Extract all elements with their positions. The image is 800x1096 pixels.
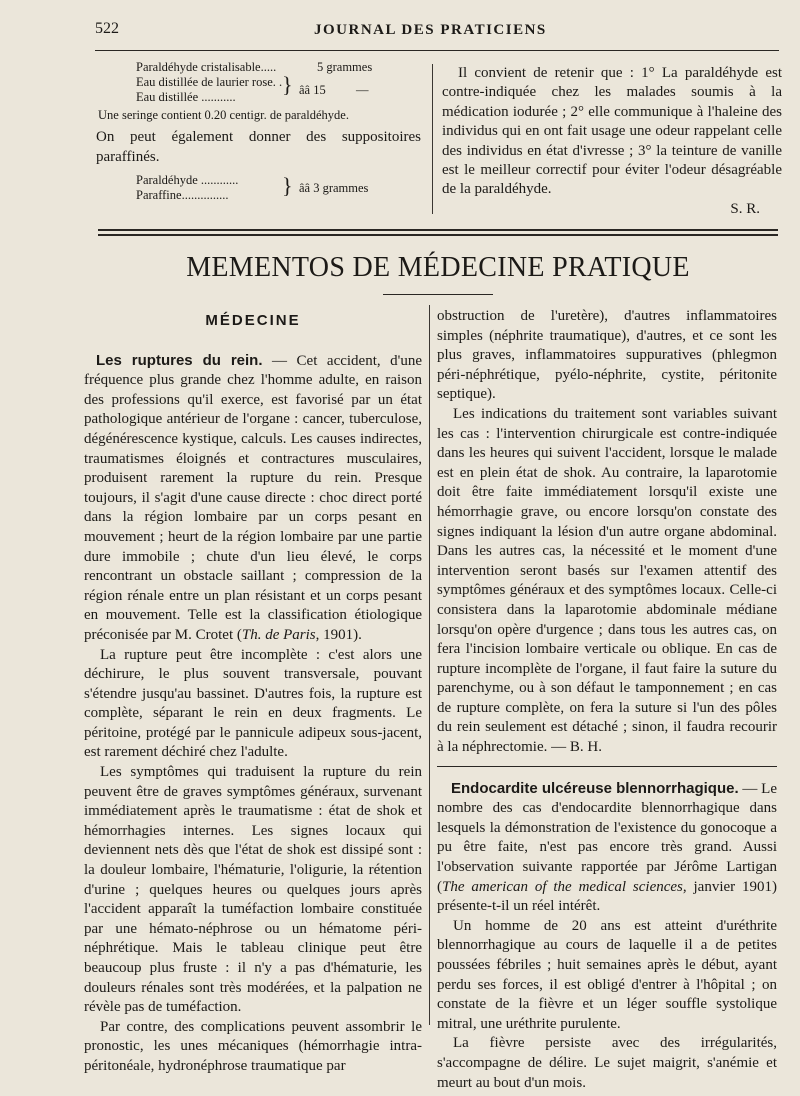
right-column bbox=[437, 307, 777, 1093]
paragraph: Par contre, des complications peuvent assombrir le pronostic, les unes mécaniques (hémorrhagie intra-péritonéale, hydronéphrose traumatique par bbox=[84, 1018, 422, 1074]
page-title: MEMENTOS DE MÉDECINE PRATIQUE bbox=[186, 252, 690, 283]
double-rule-top bbox=[98, 229, 778, 231]
rx2-line2: Paraffine............... bbox=[136, 188, 229, 202]
paragraph: La fièvre persiste avec des irrégularités, s'accompagne de délire. Le sujet maigrit, s'anémie et meurt au bout d'un mois. bbox=[437, 1035, 777, 1091]
rx2-brace: } bbox=[282, 173, 293, 198]
article-text: — Cet accident, d'une fréquence plus grande chez l'homme adulte, en raison des professions qu'il exerce, est favorisé par un état pathologique antérieur de l'organe : cancer, tuberculose, dégénérescence kystique, calculs. Les causes indirectes, traumatismes éloignés et contractures musculaires, produisent rarement la rupture du rein. Presque toujours, il s'agit d'une cause directe : choc direct porté dans la région lombaire par un corps pesant en mouvement ; heurt de la région lombaire par une partie dure immobile ; chute d'un lieu élevé, le corps rencontrant un obstacle saillant ; compression de la région rénale entre un plan résistant et un corps pesant en mouvement. Telle est la classification étiologique préconisée par M. Crotet ( bbox=[84, 352, 423, 643]
top-column-divider bbox=[432, 64, 433, 214]
rx1-qty2: ââ 15 bbox=[299, 83, 326, 97]
rx2-qty: ââ 3 grammes bbox=[299, 181, 369, 195]
paragraph: Les indications du traitement sont variables suivant les cas : l'intervention chirurgicale est contre-indiquée dans les heures qui suivent l'accident, lorsque le malade est en plein état de shok. Au contraire, la laparotomie doit être faite immédiatement lorsqu'il existe une hémorrhagie grave, ou encore lorsqu'on constate des signes indiquant la lésion d'un autre organe abdominal. Dans les autres cas, la nécessité et le moment d'une intervention seront basés sur l'examen attentif des symptômes généraux et des symptômes locaux. Celle-ci consistera dans la laparotomie abdominale médiane lorsqu'on opère d'urgence ; dans tous les autres cas, on fera l'incision lombaire verticale ou oblique. En cas de rupture incomplète de l'organe, il faut faire la suture du parenchyme, ou à son défaut le tamponnement ; en cas de rupture complète, on fera la suture si l'un des pôles du rein seulement est détaché ; sinon, il faudra recourir à la néphrectomie. — B. H. bbox=[437, 405, 777, 756]
rx-note: Une seringe contient 0.20 centigr. de paraldéhyde. bbox=[98, 108, 349, 122]
header-rule bbox=[95, 50, 779, 51]
rx1-qty1: 5 grammes bbox=[317, 60, 373, 74]
page-number: 522 bbox=[95, 20, 119, 37]
article-text: — Le nombre des cas d'endocardite blennorrhagique dans lesquels la démonstration de l'existence du gonocoque a pu être faite, n'est pas encore très grand. Aussi l'observation suivante rapportée par Jérôme Lartigan ( bbox=[437, 780, 777, 895]
paragraph: obstruction de l'uretère), d'autres inflammatoires simples (néphrite traumatique), d'autres, et ce sont les plus graves, inflammatoires suppuratives (phlegmon péri-néphrétique, pyélo-néphrite, cystite, péritonite septique). bbox=[437, 308, 777, 403]
double-rule-bottom bbox=[98, 234, 778, 236]
paragraph bbox=[84, 351, 422, 646]
signature-sr: S. R. bbox=[730, 200, 760, 217]
paragraph: La rupture peut être incomplète : c'est alors une déchirure, le plus souvent transversale, pouvant s'étendre jusqu'au bassinet. D'autres fois, la rupture est complète, séparant le rein en deux fragments. Le péritoine, protégé par le pannicule adipeux sous-jacent, est rarement déchiré chez l'adulte. bbox=[84, 646, 422, 761]
prescription-1 bbox=[136, 60, 421, 105]
article-separator bbox=[437, 766, 777, 767]
column-divider bbox=[429, 305, 430, 1025]
citation: Th. de Paris bbox=[241, 626, 316, 643]
paragraph bbox=[437, 779, 777, 917]
article-heading: Les ruptures du rein. bbox=[96, 351, 263, 369]
article-text-end: , 1901). bbox=[315, 626, 362, 643]
rx2-line1: Paraldéhyde ............ bbox=[136, 173, 239, 187]
journal-title: JOURNAL DES PRATICIENS bbox=[314, 22, 547, 38]
left-column bbox=[84, 307, 422, 1077]
rx1-line1: Paraldéhyde cristalisable..... bbox=[136, 60, 277, 74]
conclusion-text: Il convient de retenir que : 1° La paraldéhyde est contre-indiquée chez les malades soumis à la médication iodurée ; 2° elle communique à l'haleine des individus qui en ont fait usage une odeur rappelant celle des individus en état d'ivresse ; 3° la teinture de vanille est le meilleur correctif pour éviter l'odeur désagréable de la paraldéhyde. bbox=[442, 65, 782, 198]
paragraph: Un homme de 20 ans est atteint d'uréthrite blennorrhagique au cours de laquelle il a de petites poussées fébriles ; huit semaines après le début, ayant perdu ses forces, il est obligé d'entrer à l'hôpital ; on constate de la fièvre et un léger souffle systolique mitral, une uréthrite purulente. bbox=[437, 917, 777, 1032]
rx1-line3: Eau distillée ........... bbox=[136, 90, 236, 104]
section-heading: MÉDECINE bbox=[205, 312, 301, 329]
citation: The american of the medical sciences bbox=[442, 878, 683, 895]
paragraph: Les symptômes qui traduisent la rupture du rein peuvent être de graves symptômes généraux, survenant immédiatement après le traumatisme : état de shok et hémorrhagies internes. Les signes locaux qui deviennent nets dès que l'état de shok est dissipé sont : la douleur lombaire, l'hématurie, l'oligurie, la rétention d'urine ; quelques heures ou quelques jours après l'accident apparaît la tuméfaction lombaire constituée par une hémato-néphrose ou un hématome péri-néphrétique. Mais le tableau clinique peut être beaucoup plus fruste : il n'y a pas d'hématurie, les douleurs rénales sont très modérées, et la palpation ne révèle pas de tuméfaction. bbox=[84, 764, 422, 1016]
prescription-2 bbox=[136, 173, 421, 205]
paraldehyde-conclusion bbox=[442, 64, 782, 219]
prescription-block bbox=[96, 60, 421, 205]
article-text-end: , janvier 1901) présente-t-il un réel intérêt. bbox=[437, 878, 777, 915]
rx1-brace: } bbox=[282, 72, 293, 97]
rx1-dash: — bbox=[356, 83, 369, 97]
rx1-line2: Eau distillée de laurier rose. . bbox=[136, 75, 283, 89]
suppository-paragraph: On peut également donner des suppositoires paraffinés. bbox=[96, 129, 421, 165]
title-underline bbox=[383, 294, 493, 295]
article-heading: Endocardite ulcéreuse blennorrhagique. bbox=[451, 779, 739, 797]
